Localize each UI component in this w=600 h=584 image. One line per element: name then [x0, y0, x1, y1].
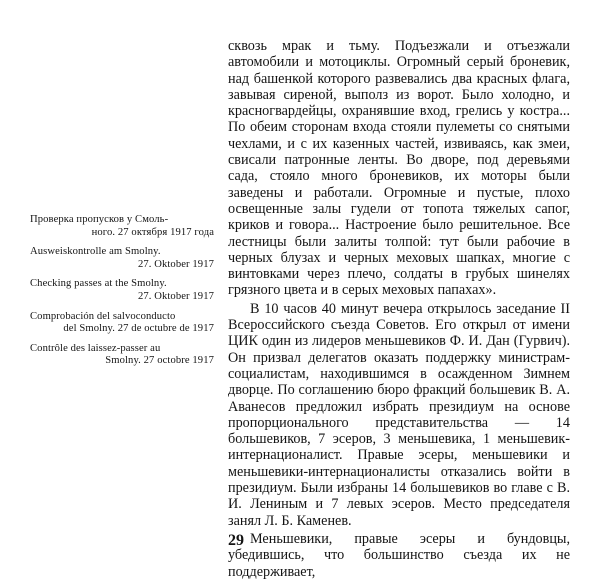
caption-line: Smolny. 27 octobre 1917 — [105, 355, 214, 367]
photo-captions — [30, 214, 214, 375]
caption-french — [30, 343, 214, 368]
main-text-column — [228, 38, 570, 580]
page-number: 29 — [228, 532, 244, 549]
paragraph-opposition: Меньшевики, правые эсеры и бундовцы, убедившись, что большинство съезда их не поддерживает, — [228, 530, 570, 580]
caption-russian — [30, 214, 214, 239]
caption-line: ного. 27 октября 1917 года — [91, 226, 214, 238]
caption-line: Comprobación del salvoconducto — [30, 310, 176, 322]
caption-line: Checking passes at the Smolny. — [30, 278, 167, 290]
caption-line: Проверка пропусков у Смоль- — [30, 214, 169, 225]
caption-english — [30, 278, 214, 303]
caption-line: del Smolny. 27 de octubre de 1917 — [63, 323, 214, 335]
caption-line: Ausweiskontrolle am Smolny. — [30, 246, 161, 258]
caption-line: Contrôle des laissez-passer au — [30, 342, 161, 354]
caption-german — [30, 246, 214, 271]
caption-line: 27. Oktober 1917 — [137, 258, 214, 270]
paragraph-quote-continuation: сквозь мрак и тьму. Подъезжали и отъезжали автомобили и мотоциклы. Огромный серый броневик, над башенкой которого развевались два красных флага, завывая сиреной, выполз из ворот. Было холодно, и красногвардейцы, охранявшие вход, грелись у костра... По обеим сторонам входа стояли пулеметы со снятыми чехлами, и с их казенных частей, извиваясь, как змеи, свисали патронные ленты. Во дворе, под деревьями сада, стояло много броневиков, их моторы были заведены и работали. Огромные и пустые, плохо освещенные залы гудели от топота тяжелых сапог, криков и говора... Настроение было решительное. Все лестницы были залиты толпой: тут были рабочие в черных блузах и черных меховых шапках, многие с винтовками через плечо, солдаты в грубых шинелях грязного цвета и в серых меховых папахах». — [228, 38, 570, 299]
paragraph-congress-opening: В 10 часов 40 минут вечера открылось заседание II Всероссийского съезда Советов. Его открыл от имени ЦИК один из лидеров меньшевиков Ф. И. Дан (Гурвич). Он призвал делегатов оказать поддержку министрам-социалистам, находившимся в осажденном Зимнем дворце. По соглашению бюро фракций большевик В. А. Аванесов предложил избрать президиум на основе пропорционального представительства — 14 большевиков, 7 эсеров, 3 меньшевика, 1 меньшевик-интернационалист. Правые эсеры, меньшевики и меньшевики-интернационалисты отказались войти в президиум. Были избраны 14 большевиков во главе с В. И. Лениным и 7 левых эсеров. Место председателя занял Л. Б. Каменев. — [228, 300, 570, 529]
caption-line: 27. Oktober 1917 — [137, 290, 214, 302]
caption-spanish — [30, 311, 214, 336]
